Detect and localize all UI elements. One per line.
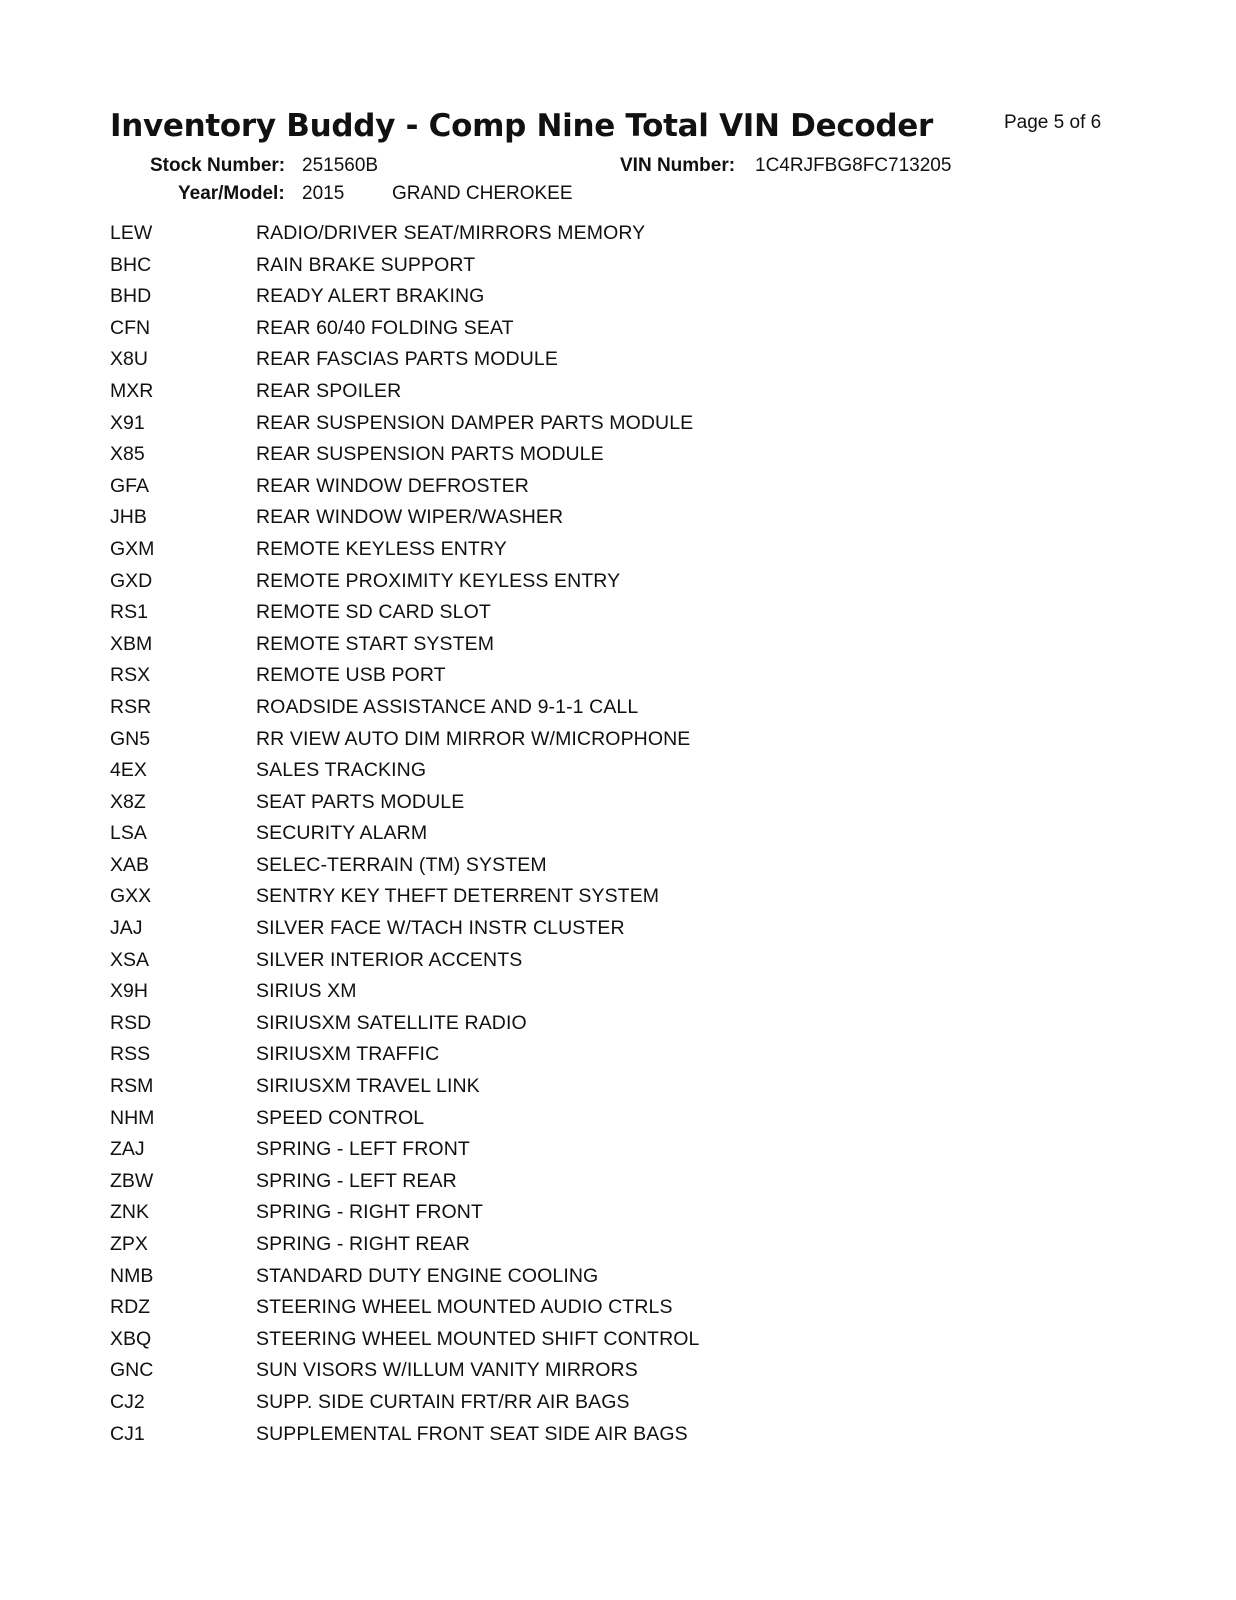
option-code: 4EX <box>110 759 147 782</box>
option-code: X8U <box>110 348 148 371</box>
option-row <box>110 945 1010 977</box>
year-model-label <box>178 183 285 205</box>
option-row <box>110 629 1010 661</box>
option-row <box>110 534 1010 566</box>
option-description: SALES TRACKING <box>256 759 427 782</box>
option-code: ZNK <box>110 1201 149 1224</box>
option-code: ZPX <box>110 1233 148 1255</box>
vin-number-label <box>620 155 735 177</box>
option-description: SPRING - LEFT REAR <box>256 1169 457 1192</box>
option-row <box>110 250 1010 282</box>
option-code: GFA <box>110 474 150 497</box>
option-code: NHM <box>110 1106 155 1129</box>
option-code: RSR <box>110 695 152 718</box>
option-row <box>110 1387 1010 1419</box>
option-description: READY ALERT BRAKING <box>256 285 485 308</box>
option-row <box>110 787 1010 819</box>
option-description: SPEED CONTROL <box>256 1106 425 1129</box>
option-row <box>110 281 1010 313</box>
option-description: REMOTE USB PORT <box>256 664 446 687</box>
page-number: Page 5 of 6 <box>1004 112 1102 133</box>
option-description: REAR SUSPENSION DAMPER PARTS MODULE <box>256 411 694 434</box>
option-code: NMB <box>110 1264 154 1287</box>
option-code: GNC <box>110 1359 154 1382</box>
option-row <box>110 502 1010 534</box>
option-code: RDZ <box>110 1296 151 1319</box>
option-row <box>110 597 1010 629</box>
option-row <box>110 1197 1010 1229</box>
option-code: MXR <box>110 379 154 402</box>
option-description: RR VIEW AUTO DIM MIRROR W/MICROPHONE <box>256 727 691 750</box>
option-row <box>110 376 1010 408</box>
option-description: REAR WINDOW WIPER/WASHER <box>256 506 564 529</box>
option-description: SILVER FACE W/TACH INSTR CLUSTER <box>256 917 625 940</box>
option-row <box>110 1071 1010 1103</box>
option-row <box>110 1355 1010 1387</box>
option-row <box>110 913 1010 945</box>
option-row <box>110 1008 1010 1040</box>
option-row <box>110 1419 1010 1451</box>
option-description: SENTRY KEY THEFT DETERRENT SYSTEM <box>256 885 660 908</box>
option-code: X8Z <box>110 790 146 813</box>
option-row <box>110 1134 1010 1166</box>
option-code: RS1 <box>110 601 148 624</box>
option-description: SILVER INTERIOR ACCENTS <box>256 948 523 971</box>
option-code: ZAJ <box>110 1138 145 1161</box>
option-description: REMOTE SD CARD SLOT <box>256 601 491 624</box>
option-code: X9H <box>110 980 148 1003</box>
vin-number-label-text: VIN Number: <box>620 155 736 176</box>
option-description: REMOTE START SYSTEM <box>256 632 495 655</box>
option-row <box>110 1039 1010 1071</box>
option-code: XBQ <box>110 1327 152 1350</box>
option-row <box>110 755 1010 787</box>
option-code: BHC <box>110 253 152 276</box>
vin-number-value: 1C4RJFBG8FC713205 <box>755 155 952 176</box>
option-description: ROADSIDE ASSISTANCE AND 9-1-1 CALL <box>256 695 639 718</box>
option-row <box>110 439 1010 471</box>
option-description: SPRING - LEFT FRONT <box>256 1138 470 1161</box>
option-code: LEW <box>110 222 153 244</box>
year-model-label-text: Year/Model: <box>178 183 285 204</box>
option-description: REAR SUSPENSION PARTS MODULE <box>256 443 604 466</box>
option-description: SECURITY ALARM <box>256 822 428 845</box>
option-code: LSA <box>110 822 147 845</box>
option-code: RSX <box>110 664 151 687</box>
option-row <box>110 850 1010 882</box>
option-description: REAR WINDOW DEFROSTER <box>256 474 529 497</box>
option-description: SIRIUSXM TRAFFIC <box>256 1043 440 1066</box>
option-code: X85 <box>110 443 145 466</box>
option-code: XBM <box>110 632 153 655</box>
option-code: X91 <box>110 411 145 434</box>
option-code: GXM <box>110 537 155 560</box>
option-code: RSM <box>110 1075 154 1098</box>
option-code: ZBW <box>110 1169 154 1192</box>
option-code-list <box>110 218 1010 1450</box>
option-description: STEERING WHEEL MOUNTED AUDIO CTRLS <box>256 1296 673 1319</box>
stock-number-value: 251560B <box>302 155 379 176</box>
option-code: GXD <box>110 569 153 592</box>
option-row <box>110 566 1010 598</box>
option-description: SEAT PARTS MODULE <box>256 790 465 813</box>
option-description: SELEC-TERRAIN (TM) SYSTEM <box>256 853 547 876</box>
option-row <box>110 218 1010 250</box>
option-description: SPRING - RIGHT REAR <box>256 1233 470 1255</box>
option-row <box>110 1324 1010 1356</box>
option-row <box>110 692 1010 724</box>
option-code: XSA <box>110 948 150 971</box>
option-row <box>110 881 1010 913</box>
option-description: SIRIUSXM TRAVEL LINK <box>256 1075 480 1098</box>
option-code: RSD <box>110 1011 152 1034</box>
option-row <box>110 1103 1010 1135</box>
option-description: STANDARD DUTY ENGINE COOLING <box>256 1264 599 1287</box>
option-code: GN5 <box>110 727 151 750</box>
option-description: REMOTE KEYLESS ENTRY <box>256 537 507 560</box>
option-description: REAR SPOILER <box>256 379 402 402</box>
option-description: SUPP. SIDE CURTAIN FRT/RR AIR BAGS <box>256 1390 630 1413</box>
document-title: Inventory Buddy - Comp Nine Total VIN Decoder <box>110 108 934 144</box>
option-row <box>110 344 1010 376</box>
option-description: SPRING - RIGHT FRONT <box>256 1201 483 1224</box>
option-description: SIRIUS XM <box>256 980 357 1003</box>
option-row <box>110 1261 1010 1293</box>
option-description: REAR FASCIAS PARTS MODULE <box>256 348 558 371</box>
stock-number-label <box>150 155 285 177</box>
option-description: SIRIUSXM SATELLITE RADIO <box>256 1011 527 1034</box>
option-row <box>110 1229 1010 1261</box>
option-row <box>110 1166 1010 1198</box>
option-row <box>110 313 1010 345</box>
option-code: CFN <box>110 316 151 339</box>
option-row <box>110 471 1010 503</box>
option-row <box>110 976 1010 1008</box>
option-row <box>110 660 1010 692</box>
option-code: BHD <box>110 285 152 308</box>
option-description: RADIO/DRIVER SEAT/MIRRORS MEMORY <box>256 222 646 244</box>
option-description: STEERING WHEEL MOUNTED SHIFT CONTROL <box>256 1327 700 1350</box>
option-row <box>110 818 1010 850</box>
option-code: CJ2 <box>110 1390 145 1413</box>
option-row <box>110 1292 1010 1324</box>
stock-number-label-text: Stock Number: <box>150 155 286 176</box>
option-description: REMOTE PROXIMITY KEYLESS ENTRY <box>256 569 621 592</box>
option-description: RAIN BRAKE SUPPORT <box>256 253 476 276</box>
option-code: XAB <box>110 853 150 876</box>
option-code: RSS <box>110 1043 151 1066</box>
option-code: JHB <box>110 506 147 529</box>
option-description: SUPPLEMENTAL FRONT SEAT SIDE AIR BAGS <box>256 1422 688 1445</box>
option-row <box>110 724 1010 756</box>
option-description: SUN VISORS W/ILLUM VANITY MIRRORS <box>256 1359 638 1382</box>
option-code: JAJ <box>110 917 143 940</box>
option-code: CJ1 <box>110 1422 145 1445</box>
option-code: GXX <box>110 885 152 908</box>
option-description: REAR 60/40 FOLDING SEAT <box>256 316 514 339</box>
option-row <box>110 408 1010 440</box>
model-value: GRAND CHEROKEE <box>392 183 573 204</box>
year-value: 2015 <box>302 183 345 204</box>
